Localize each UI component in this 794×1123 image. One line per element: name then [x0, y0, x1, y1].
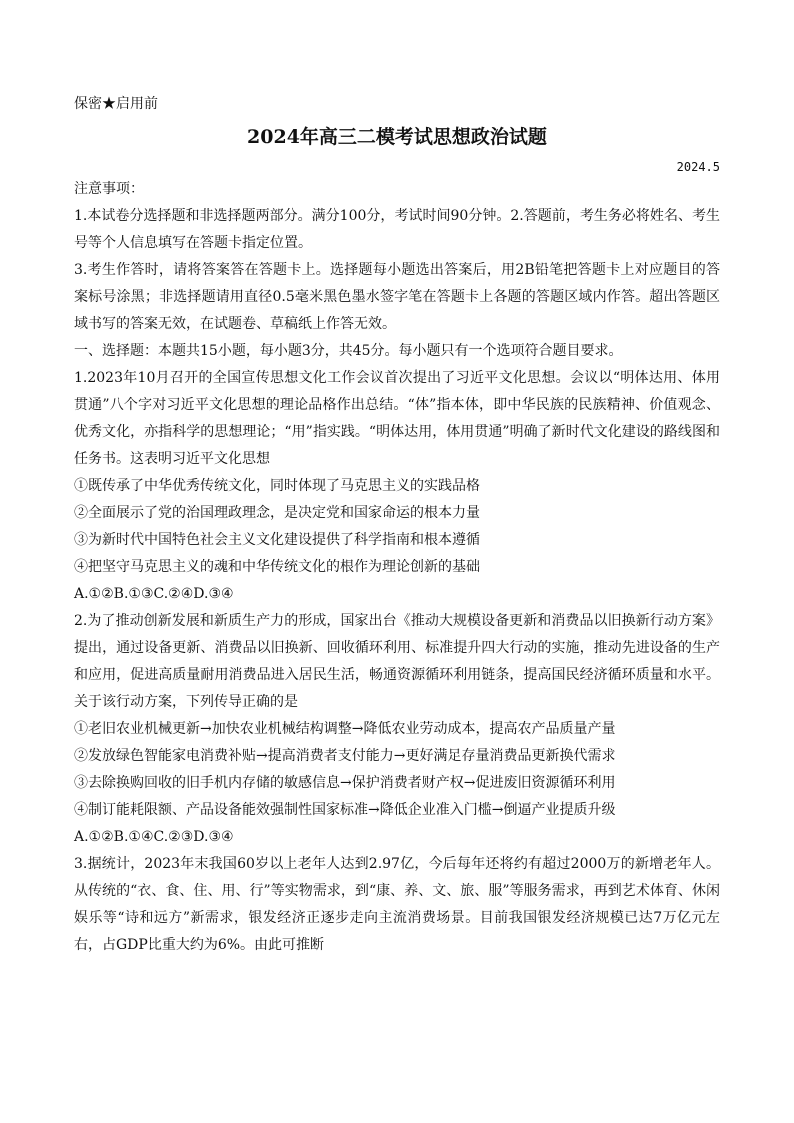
question-stem: 3.据统计，2023年末我国60岁以上老年人达到2.97亿，今后每年还将约有超过2000万的新增老年人。从传统的“衣、食、住、用、行”等实物需求，到“康、养、文、旅、服”等服务需求，再到艺术体育、休闲娱乐等“诗和远方”新需求，银发经济正逐步走向主流消费场景。目前我国银发经济规模已达7万亿元左右，占GDP比重大约为6%。由此可推断 — [74, 856, 720, 953]
question-option: ④制订能耗限额、产品设备能效强制性国家标准→降低企业准入门槛→倒逼产业提质升级 — [74, 802, 616, 818]
notice-item: 1.本试卷分选择题和非选择题两部分。满分100分，考试时间90分钟。2.答题前，考生务必将姓名、考生号等个人信息填写在答题卡指定位置。 — [74, 208, 720, 251]
exam-date: 2024.5 — [676, 160, 720, 174]
question-stem: 1.2023年10月召开的全国宣传思想文化工作会议首次提出了习近平文化思想。会议以“明体达用、体用贯通”八个字对习近平文化思想的理论品格作出总结。“体”指本体，即中华民族的民族精神、价值观念、优秀文化，亦指科学的思想理论；“用”指实践。“明体达用，体用贯通”明确了新时代文化建设的路线图和任务书。这表明习近平文化思想 — [74, 370, 720, 467]
answer-choices: A.①②B.①③C.②④D.③④ — [74, 586, 234, 602]
page-title: 2024年高三二模考试思想政治试题 — [247, 126, 547, 148]
question-option: ④把坚守马克思主义的魂和中华传统文化的根作为理论创新的基础 — [74, 559, 480, 575]
question-stem: 2.为了推动创新发展和新质生产力的形成，国家出台《推动大规模设备更新和消费品以旧换新行动方案》提出，通过设备更新、消费品以旧换新、回收循环利用、标准提升四大行动的实施，推动先进设备的生产和应用，促进高质量耐用消费品进入居民生活，畅通资源循环利用链条，提高国民经济循环质量和水平。关于该行动方案，下列传导正确的是 — [74, 613, 720, 710]
question-option: ①既传承了中华优秀传统文化，同时体现了马克思主义的实践品格 — [74, 478, 480, 494]
notice-heading: 注意事项： — [74, 181, 144, 197]
question-option: ②全面展示了党的治国理政理念，是决定党和国家命运的根本力量 — [74, 505, 480, 521]
question-option: ①老旧农业机械更新→加快农业机械结构调整→降低农业劳动成本，提高农产品质量产量 — [74, 721, 616, 737]
section-heading: 一、选择题：本题共15小题，每小题3分，共45分。每小题只有一个选项符合题目要求。 — [74, 343, 623, 359]
page-content — [74, 94, 720, 959]
notice-item: 3.考生作答时，请将答案答在答题卡上。选择题每小题选出答案后，用2B铅笔把答题卡上对应题目的答案标号涂黑；非选择题请用直径0.5毫米黑色墨水签字笔在答题卡上各题的答题区域内作答。超出答题区域书写的答案无效，在试题卷、草稿纸上作答无效。 — [74, 262, 720, 332]
question-option: ③去除换购回收的旧手机内存储的敏感信息→保护消费者财产权→促进废旧资源循环利用 — [74, 775, 616, 791]
question-option: ③为新时代中国特色社会主义文化建设提供了科学指南和根本遵循 — [74, 532, 480, 548]
answer-choices: A.①②B.①④C.②③D.③④ — [74, 829, 234, 845]
confidential-label: 保密★启用前 — [74, 96, 158, 112]
question-option: ②发放绿色智能家电消费补贴→提高消费者支付能力→更好满足存量消费品更新换代需求 — [74, 748, 616, 764]
